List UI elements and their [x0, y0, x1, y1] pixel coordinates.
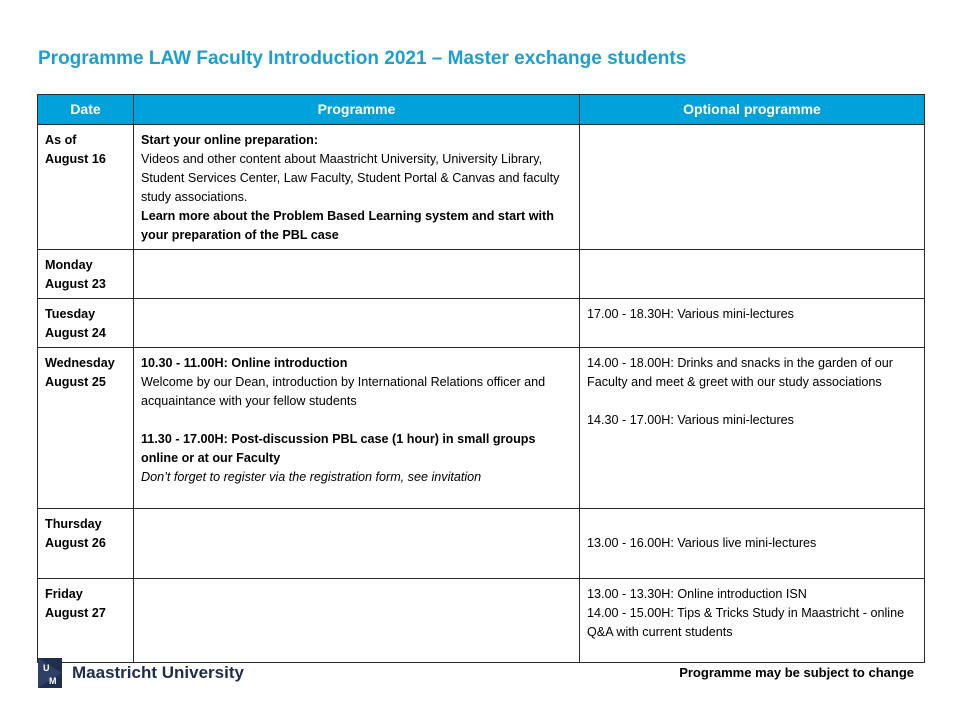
cell-date — [38, 509, 134, 579]
cell-optional-programme — [580, 509, 925, 579]
cell-date — [38, 348, 134, 509]
header-programme: Programme — [134, 95, 580, 125]
page-title: Programme LAW Faculty Introduction 2021 – Master exchange students — [38, 48, 687, 69]
programme-table — [37, 94, 925, 663]
entry-text: 10.30 - 11.00H: Online introduction — [141, 356, 348, 370]
spacer — [141, 411, 572, 430]
um-logo-icon — [38, 658, 62, 688]
date-line: August 23 — [45, 277, 106, 291]
header-optional-programme: Optional programme — [580, 95, 925, 125]
cell-programme — [134, 125, 580, 250]
date-line: As of — [45, 133, 77, 147]
entry-text: 17.00 - 18.30H: Various mini-lectures — [587, 307, 794, 321]
spacer — [587, 515, 917, 534]
table-row — [38, 348, 925, 509]
entry-text: 14.00 - 15.00H: Tips & Tricks Study in Maastricht - online Q&A with current students — [587, 606, 905, 639]
cell-programme — [134, 579, 580, 663]
cell-date — [38, 299, 134, 348]
date-line: Friday — [45, 587, 83, 601]
cell-date — [38, 579, 134, 663]
table-row — [38, 509, 925, 579]
entry-text: 14.30 - 17.00H: Various mini-lectures — [587, 413, 794, 427]
table-row — [38, 250, 925, 299]
date-line: August 26 — [45, 536, 106, 550]
date-line: Thursday — [45, 517, 102, 531]
date-line: August 24 — [45, 326, 106, 340]
logo-text: Maastricht University — [72, 663, 244, 682]
entry-text: 14.00 - 18.00H: Drinks and snacks in the garden of our Faculty and meet & greet with our study associations — [587, 356, 893, 389]
logo-mark-letter-u: U — [43, 663, 50, 673]
entry-text: Videos and other content about Maastricht University, University Library, Student Services Center, Law Faculty, Student Portal & Canvas and faculty study associations. — [141, 152, 560, 204]
university-logo — [38, 658, 244, 688]
cell-date — [38, 250, 134, 299]
entry-text: Start your online preparation: — [141, 133, 319, 147]
date-line: Tuesday — [45, 307, 96, 321]
table-header-row — [38, 95, 925, 125]
cell-date — [38, 125, 134, 250]
table-row — [38, 579, 925, 663]
cell-programme — [134, 250, 580, 299]
cell-optional-programme — [580, 579, 925, 663]
date-line: Monday — [45, 258, 93, 272]
entry-text: 13.00 - 16.00H: Various live mini-lectures — [587, 536, 817, 550]
date-line: August 27 — [45, 606, 106, 620]
spacer — [587, 392, 917, 411]
table-row — [38, 299, 925, 348]
header-date: Date — [38, 95, 134, 125]
date-line: Wednesday — [45, 356, 115, 370]
cell-programme — [134, 509, 580, 579]
date-line: August 16 — [45, 152, 106, 166]
entry-text: Don’t forget to register via the registration form, see invitation — [141, 470, 482, 484]
date-line: August 25 — [45, 375, 106, 389]
cell-optional-programme — [580, 125, 925, 250]
cell-optional-programme — [580, 299, 925, 348]
cell-optional-programme — [580, 250, 925, 299]
entry-text: 11.30 - 17.00H: Post-discussion PBL case (1 hour) in small groups online or at our Faculty — [141, 432, 536, 465]
entry-text: 13.00 - 13.30H: Online introduction ISN — [587, 587, 807, 601]
entry-text: Learn more about the Problem Based Learning system and start with your preparation of the PBL case — [141, 209, 554, 242]
cell-programme — [134, 299, 580, 348]
logo-mark-letter-m: M — [49, 676, 57, 686]
cell-optional-programme — [580, 348, 925, 509]
entry-text: Welcome by our Dean, introduction by International Relations officer and acquaintance with your fellow students — [141, 375, 546, 408]
cell-programme — [134, 348, 580, 509]
footer-note: Programme may be subject to change — [679, 665, 914, 680]
table-row — [38, 125, 925, 250]
